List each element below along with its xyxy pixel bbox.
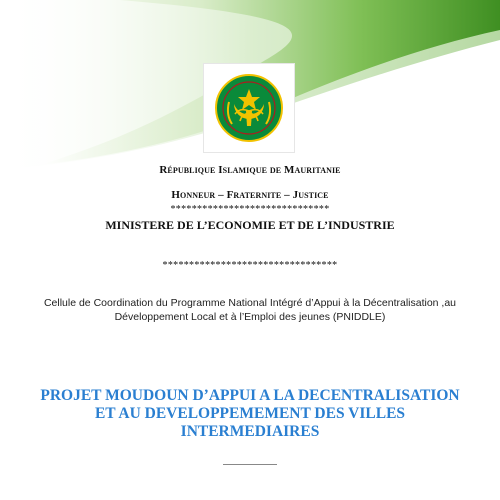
cellule-line-1: Cellule de Coordination du Programme National Intégré d’Appui à la Décentralisation ,au — [43, 297, 457, 309]
national-emblem — [203, 63, 295, 153]
national-motto: Honneur – Fraternite – Justice — [171, 189, 329, 201]
project-title-line-3: INTERMEDIAIRES — [180, 423, 320, 440]
separator-stars-top: ****************************** — [170, 204, 330, 215]
divider-rule — [223, 464, 277, 465]
project-title-line-1: PROJET MOUDOUN D’APPUI A LA DECENTRALISATION — [40, 387, 460, 404]
ministry-name: MINISTERE DE L’ECONOMIE ET DE L’INDUSTRIE — [105, 218, 395, 232]
republic-name: République Islamique de Mauritanie — [159, 164, 341, 176]
cellule-line-2: Développement Local et à l’Emploi des jeunes (PNIDDLE) — [114, 311, 386, 323]
project-title-line-2: ET AU DEVELOPPEMEMENT DES VILLES — [94, 405, 406, 422]
separator-stars-bottom: ********************************* — [162, 260, 338, 271]
